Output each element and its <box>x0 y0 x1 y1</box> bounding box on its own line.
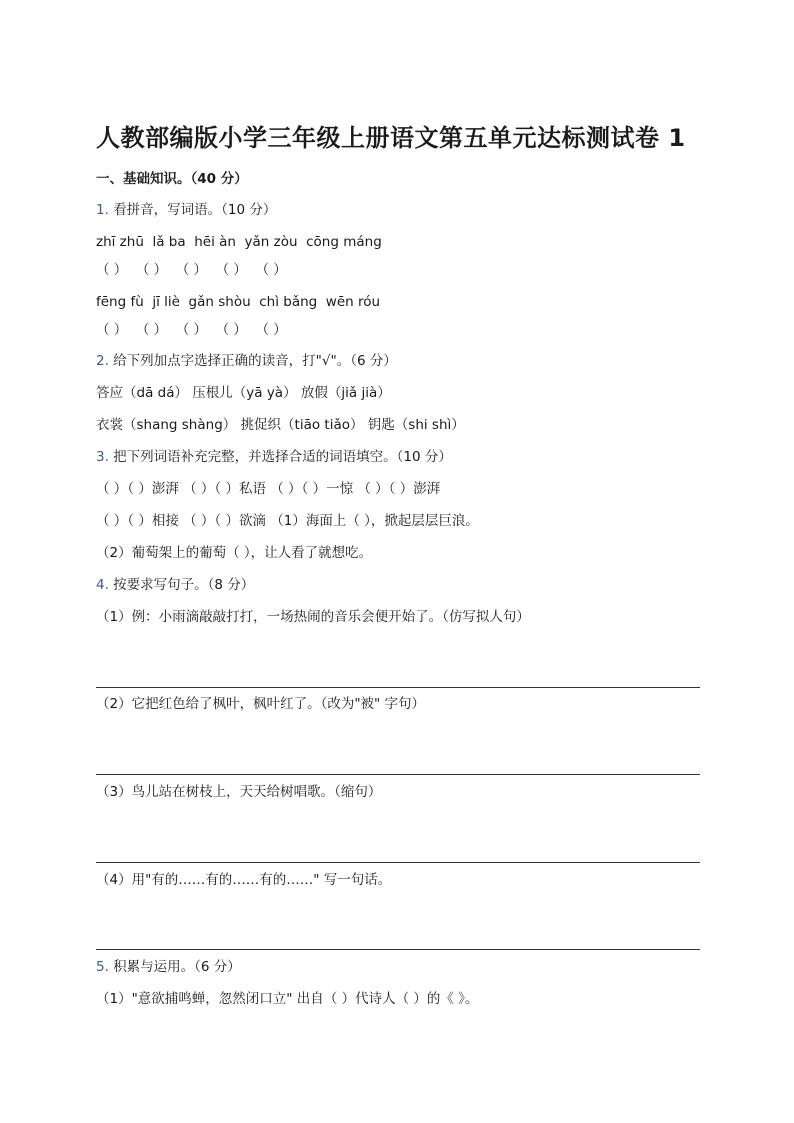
question-4 <box>96 576 254 594</box>
pronunciation-row-2: 衣裳（shang shàng） 挑促织（tiāo tiǎo） 钥匙（shi shì） <box>96 417 465 433</box>
answer-brackets-row-2: （ ） （ ） （ ） （ ） （ ） <box>96 322 287 338</box>
pinyin-row-2: fēng fù jī liè gǎn shòu chì bǎng wēn róu <box>96 294 381 310</box>
question-number: 3. <box>96 449 109 465</box>
question-5 <box>96 958 241 976</box>
sentence-task-3: （3）鸟儿站在树枝上，天天给树唱歌。（缩句） <box>96 784 382 800</box>
pronunciation-row-1: 答应（dā dá） 压根儿（yā yà） 放假（jiǎ jià） <box>96 385 391 401</box>
question-number: 1. <box>96 202 109 218</box>
question-number: 2. <box>96 353 109 369</box>
answer-line <box>96 862 700 863</box>
sentence-task-2: （2）它把红色给了枫叶，枫叶红了。（改为"被" 字句） <box>96 696 426 712</box>
word-completion-row-1: （ ）（ ）澎湃 （ ）（ ）私语 （ ）（ ）一惊 （ ）（ ）澎湃 <box>96 481 441 497</box>
question-text: 按要求写句子。（8 分） <box>108 577 255 593</box>
question-text: 积累与运用。（6 分） <box>108 959 241 975</box>
question-number: 5. <box>96 959 109 975</box>
accumulation-task-1: （1）"意欲捕鸣蝉，忽然闭口立" 出自（ ）代诗人（ ）的《 》。 <box>96 991 479 1007</box>
question-2 <box>96 352 397 370</box>
word-completion-row-3: （2）葡萄架上的葡萄（ ），让人看了就想吃。 <box>96 545 373 561</box>
section-heading-basics: 一、基础知识。（40 分） <box>96 171 248 187</box>
question-text: 把下列词语补充完整，并选择合适的词语填空。（10 分） <box>108 449 452 465</box>
answer-line <box>96 687 700 688</box>
question-text: 看拼音，写词语。（10 分） <box>108 202 277 218</box>
question-number: 4. <box>96 577 109 593</box>
pinyin-row-1: zhī zhū lǎ ba hēi àn yǎn zòu cōng máng <box>96 234 382 250</box>
sentence-task-4: （4）用"有的……有的……有的……" 写一句话。 <box>96 872 392 888</box>
page-title: 人教部编版小学三年级上册语文第五单元达标测试卷 1 <box>96 124 686 152</box>
answer-brackets-row-1: （ ） （ ） （ ） （ ） （ ） <box>96 262 287 278</box>
question-3 <box>96 448 452 466</box>
question-1 <box>96 201 276 219</box>
question-text: 给下列加点字选择正确的读音，打"√"。（6 分） <box>108 353 397 369</box>
answer-line <box>96 774 700 775</box>
word-completion-row-2: （ ）（ ）相接 （ ）（ ）欲滴 （1）海面上（ ），掀起层层巨浪。 <box>96 513 479 529</box>
sentence-task-1: （1）例：小雨滴敲敲打打，一场热闹的音乐会便开始了。（仿写拟人句） <box>96 609 530 625</box>
answer-line <box>96 949 700 950</box>
